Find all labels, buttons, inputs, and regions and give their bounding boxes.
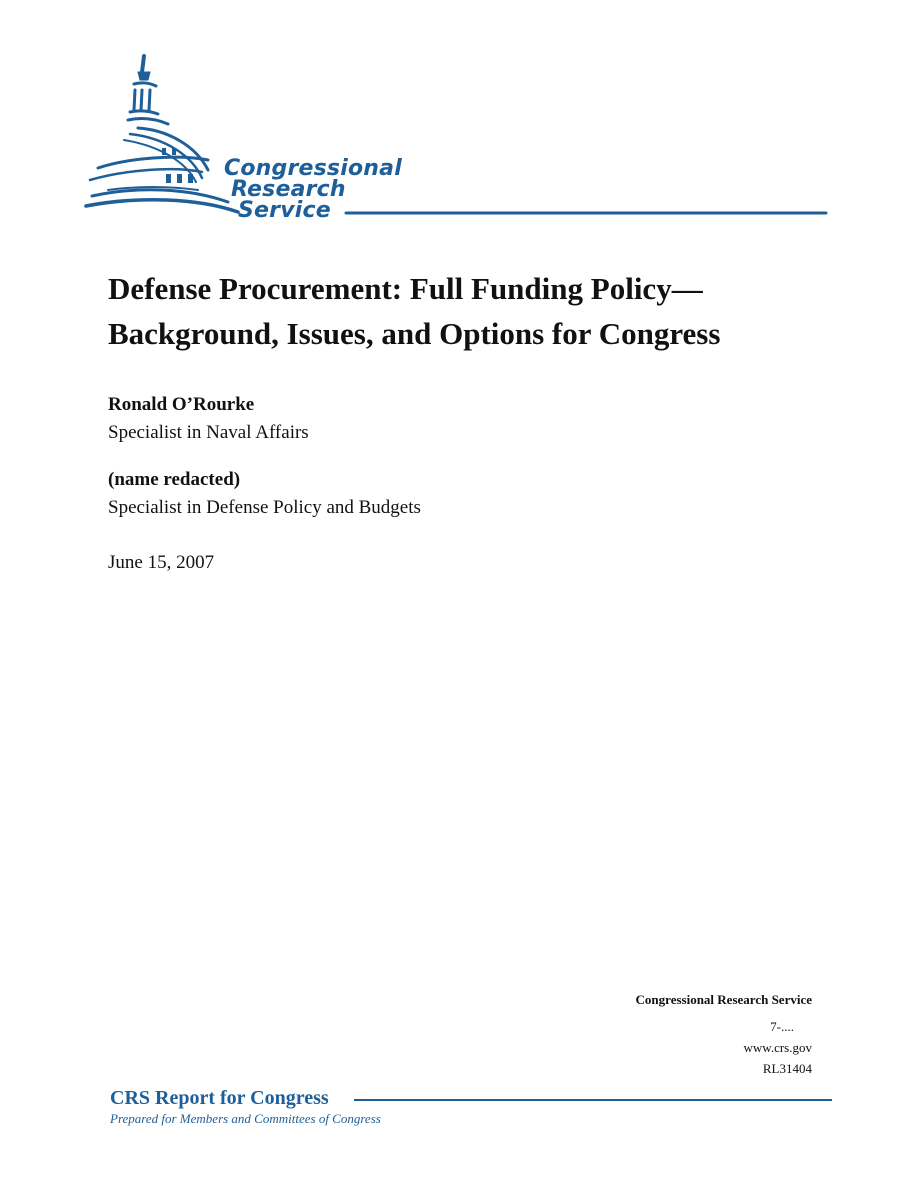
logo-word-service: Service bbox=[238, 198, 331, 223]
footer-subheading: Prepared for Members and Committees of Congress bbox=[110, 1111, 381, 1126]
author-role: Specialist in Defense Policy and Budgets bbox=[108, 497, 421, 518]
capitol-dome-icon bbox=[78, 50, 838, 230]
title-line-1: Defense Procurement: Full Funding Policy— bbox=[108, 271, 703, 306]
logo-word-research: Research bbox=[231, 177, 346, 202]
author-name: (name redacted) bbox=[108, 469, 241, 490]
publisher-code: 7-.... bbox=[770, 1019, 794, 1034]
report-date: June 15, 2007 bbox=[108, 552, 215, 573]
author-role: Specialist in Naval Affairs bbox=[108, 422, 309, 443]
footer-rule bbox=[354, 1099, 832, 1101]
title-line-2: Background, Issues, and Options for Congress bbox=[108, 316, 721, 351]
publisher-website: www.crs.gov bbox=[743, 1040, 812, 1055]
publisher-name: Congressional Research Service bbox=[635, 992, 812, 1007]
report-number: RL31404 bbox=[762, 1061, 812, 1076]
footer-heading: CRS Report for Congress bbox=[110, 1087, 329, 1109]
logo-word-congressional: Congressional bbox=[224, 156, 402, 181]
author-name: Ronald O’Rourke bbox=[108, 394, 255, 415]
